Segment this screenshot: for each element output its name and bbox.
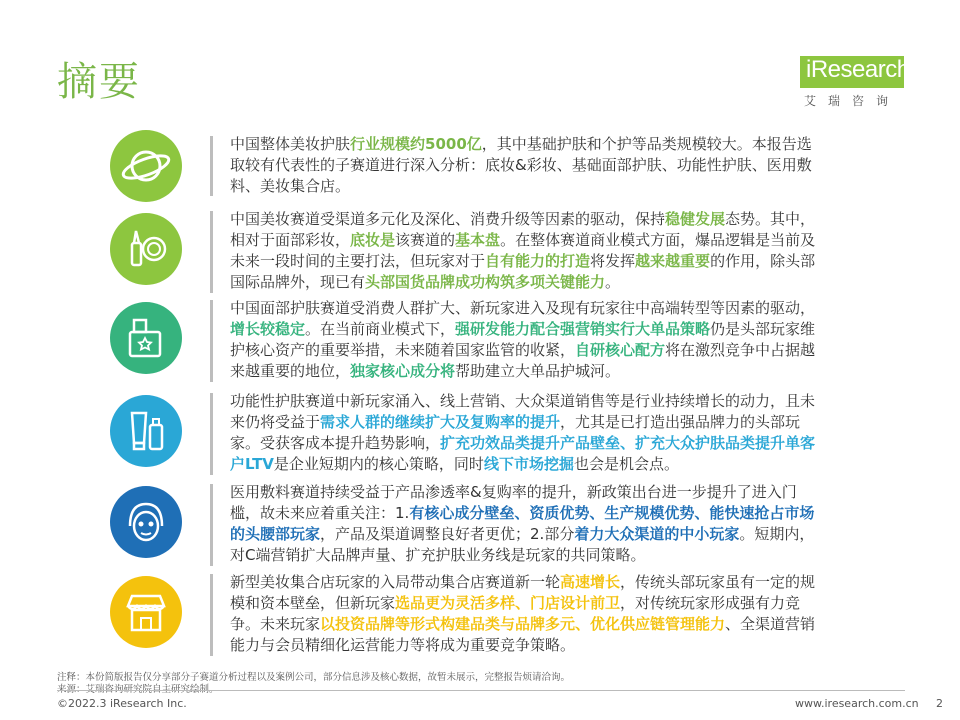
body-text: 将在激烈竞争中占据越来越重要的地位，	[230, 341, 816, 380]
highlight-text: 线下市场挖掘	[483, 455, 574, 473]
body-text: 是企业短期内的核心策略，同时	[273, 455, 484, 473]
row-text	[230, 572, 820, 656]
body-text: 。短期内，对C端营销扩大品牌声量、扩充护肤业务线是玩家的共同策略。	[230, 525, 815, 564]
highlight-text: 高速增长	[560, 573, 621, 591]
body-text: 。在整体赛道商业模式方面，爆品逻辑是当前及未来一段时间的主要打法，但玩家对于	[230, 231, 816, 270]
row-text	[230, 482, 820, 566]
highlight-text: 越来越重要	[635, 252, 711, 270]
tube-bottle-icon	[110, 395, 182, 467]
highlight-text: 增长较稳定	[230, 320, 306, 338]
divider-bar	[210, 393, 213, 475]
body-text: 帮助建立大单品护城河。	[455, 362, 621, 380]
body-text: ，对传统玩家形成强有力竞争。未来玩家	[230, 594, 801, 633]
body-text: 。在当前商业模式下，	[305, 320, 456, 338]
summary-row-3	[110, 298, 850, 384]
logo-subtitle: 艾瑞咨询	[804, 94, 901, 108]
cosmetics-icon	[110, 213, 182, 285]
highlight-text: 自研核心配方	[575, 341, 666, 359]
body-text: 、全渠道营销能力与会员精细化运营能力等将成为重要竞争策略。	[230, 615, 816, 654]
body-text: 中国整体美妆护肤	[230, 135, 351, 153]
body-text: ，传统头部玩家虽有一定的规模和资本壁垒，但新玩家	[230, 573, 816, 612]
iresearch-logo	[790, 52, 916, 108]
body-text: 将发挥	[590, 252, 636, 270]
highlight-text: 以投资品牌等形式构建品类与品牌多元、优化供应链管理能力	[320, 615, 726, 633]
highlight-text: 有核心成分壁垒、资质优势、生产规模优势、能快速抢占市场的头腰部玩家	[230, 504, 815, 543]
body-text: 也会是机会点。	[573, 455, 679, 473]
highlight-text: 独家核心成分将	[350, 362, 456, 380]
highlight-text: 自有能力的打造	[485, 252, 591, 270]
divider-bar	[210, 136, 213, 196]
divider-bar	[210, 484, 213, 566]
body-text: 仍是头部玩家维护核心资产的重要举措，未来随着国家监管的收紧，	[230, 320, 816, 359]
body-text: 态势。其中，相对于面部彩妆，	[230, 210, 816, 249]
copyright: ©2022.3 iResearch Inc.	[57, 697, 187, 710]
source-note	[57, 681, 219, 695]
face-mask-icon	[110, 486, 182, 558]
page-number: 2	[936, 697, 943, 710]
highlight-text: 选品更为灵活多样、门店设计前卫	[395, 594, 621, 612]
highlight-text: 底妆是	[350, 231, 396, 249]
highlight-text: 基本盘	[455, 231, 501, 249]
summary-row-2	[110, 209, 850, 295]
body-text: 医用敷料赛道持续受益于产品渗透率&复购率的提升，新政策出台进一步提升了进入门槛，故未来应着重关注：1.	[230, 483, 797, 522]
body-text: 。	[605, 273, 621, 291]
footnote: 注释：本份简版报告仅分享部分子赛道分析过程以及案例公司，部分信息涉及核心数据，故暂未展示，完整报告烦请洽询。	[57, 672, 571, 683]
storefront-icon	[110, 576, 182, 648]
highlight-text: 强研发能力配合强营销实行大单品策略	[455, 320, 711, 338]
body-text: 中国面部护肤赛道受消费人群扩大、新玩家进入及现有玩家往中高端转型等因素的驱动，	[230, 299, 816, 317]
body-text: 该赛道的	[395, 231, 456, 249]
highlight-text: 扩充功效品类提升产品壁垒、扩充大众护肤品类提升单客户LTV	[230, 434, 816, 473]
summary-row-5	[110, 482, 850, 568]
highlight-text: 行业规模约5000亿	[350, 135, 482, 153]
divider-bar	[210, 574, 213, 656]
body-text: 新型美妆集合店玩家的入局带动集合店赛道新一轮	[230, 573, 561, 591]
row-text	[230, 209, 820, 293]
divider-bar	[210, 211, 213, 293]
body-text: 的作用，除头部国际品牌外，现已有	[230, 252, 816, 291]
divider-bar	[210, 300, 213, 382]
row-text	[230, 298, 820, 382]
summary-row-6	[110, 572, 850, 658]
body-text: 功能性护肤赛道中新玩家涌入、线上营销、大众渠道销售等是行业持续增长的动力，且未来仍将受益于	[230, 392, 816, 431]
footer-divider	[57, 690, 905, 691]
body-text: ，其中基础护肤和个护等品类规模较大。本报告选取较有代表性的子赛道进行深入分析：底妆&彩妆、基础面部护肤、功能性护肤、医用敷料、美妆集合店。	[230, 135, 812, 195]
logo-brand: iResearch	[806, 56, 910, 83]
highlight-text: 头部国货品牌成功构筑多项关键能力	[365, 273, 606, 291]
highlight-text: 需求人群的继续扩大及复购率的提升	[320, 413, 561, 431]
summary-row-1	[110, 134, 850, 198]
highlight-text: 着力大众渠道的中小玩家	[574, 525, 740, 543]
website: www.iresearch.com.cn	[795, 697, 919, 710]
body-text: 中国美妆赛道受渠道多元化及深化、消费升级等因素的驱动，保持	[230, 210, 666, 228]
row-text	[230, 134, 820, 197]
row-text	[230, 391, 820, 475]
page-title: 摘要	[57, 59, 141, 105]
body-text: ，尤其是已打造出强品牌力的头部玩家。受获客成本提升趋势影响，	[230, 413, 801, 452]
summary-row-4	[110, 391, 850, 477]
highlight-text: 稳健发展	[665, 210, 726, 228]
skincare-box-icon	[110, 302, 182, 374]
body-text: ，产品及渠道调整良好者更优；2.部分	[320, 525, 575, 543]
planet-icon	[110, 130, 182, 202]
